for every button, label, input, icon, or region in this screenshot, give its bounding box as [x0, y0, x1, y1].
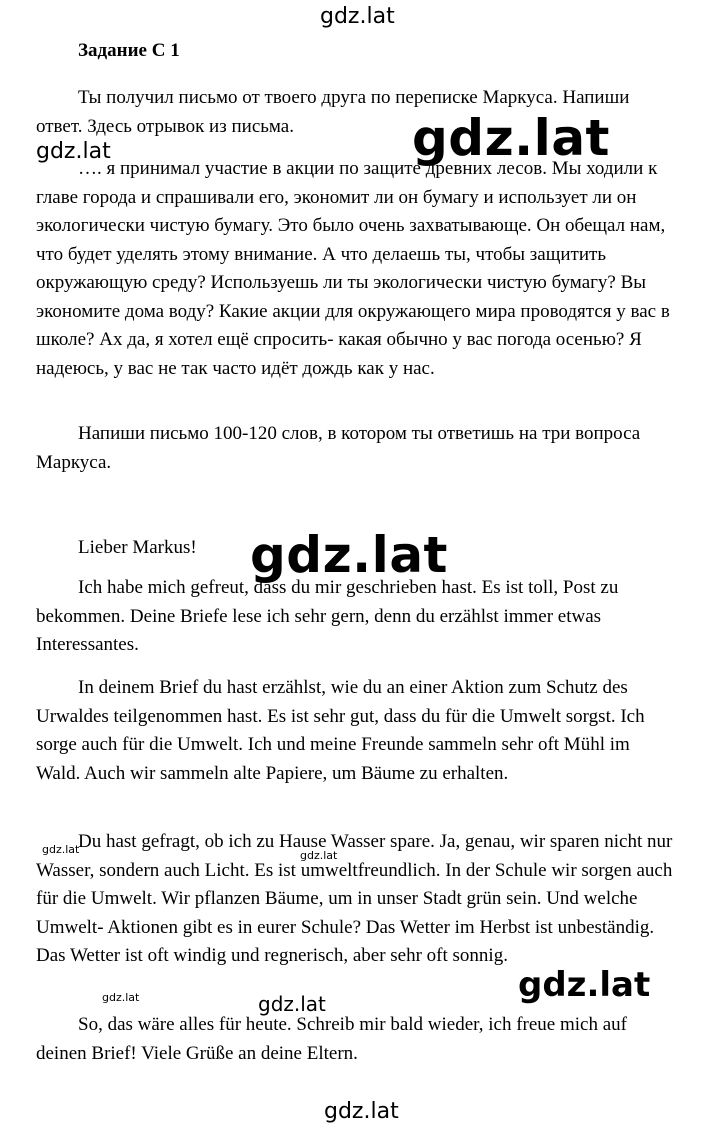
letter-excerpt: …. я принимал участие в акции по защите древних лесов. Мы ходили к главе города и спрашивали его, экономит ли он бумагу и использует ли он экологически чистую бумагу. Это было очень захватывающе. Он обещал нам, что будет уделять этому внимание. А что делаешь ты, чтобы защитить окружающую среду? Используешь ли ты экологически чистую бумагу? Вы экономите дома воду? Какие акции для окружающего мира проводятся у вас в школе? Ах да, я хотел ещё спросить- какая обычно у вас погода осенью? Я надеюсь, у вас не так часто идёт дождь как у нас.	[36, 158, 670, 379]
letter-paragraph-1: Ich habe mich gefreut, dass du mir geschrieben hast. Es ist toll, Post zu bekommen. Deine Briefe lese ich sehr gern, denn du erzählst immer etwas Interessantes.	[36, 577, 619, 655]
watermark-small-3: gdz.lat	[102, 991, 140, 1004]
letter-paragraph-3: Du hast gefragt, ob ich zu Hause Wasser spare. Ja, genau, wir sparen nicht nur Wasser, sondern auch Licht. Es ist umweltfreundlich. In der Schule wir sorgen auch für die Umwelt. Wir pflanzen Bäume, um in unser Stadt grün sein. Und welche Umwelt- Aktionen gibt es in eurer Schule? Das Wetter im Herbst ist unbeständig. Das Wetter ist oft windig und regnerisch, aber sehr oft sonnig.	[36, 831, 673, 966]
watermark-bottom: gdz.lat	[324, 1099, 399, 1124]
task-intro: Ты получил письмо от твоего друга по переписке Маркуса. Напиши ответ. Здесь отрывок из письма.	[36, 87, 630, 137]
letter-paragraph-4: So, das wäre alles für heute. Schreib mir bald wieder, ich freue mich auf deinen Brief! Viele Grüße an deine Eltern.	[36, 1014, 627, 1064]
watermark-big-1: gdz.lat	[412, 109, 610, 167]
letter-greeting: Lieber Markus!	[78, 537, 197, 558]
watermark-small-2: gdz.lat	[300, 849, 338, 862]
letter-paragraph-2: In deinem Brief du hast erzählst, wie du an einer Aktion zum Schutz des Urwaldes teilgenommen hast. Es ist sehr gut, dass du für die Umwelt sorgst. Ich sorge auch für die Umwelt. Ich und meine Freunde sammeln sehr oft Mühl im Wald. Auch wir sammeln alte Papiere, um Bäume zu erhalten.	[36, 677, 645, 784]
watermark-top: gdz.lat	[320, 4, 395, 29]
watermark-big-2: gdz.lat	[250, 526, 448, 584]
task-instruction: Напиши письмо 100-120 слов, в котором ты ответишь на три вопроса Маркуса.	[36, 423, 641, 473]
watermark-small-1: gdz.lat	[42, 843, 80, 856]
task-title: Задание С 1	[78, 40, 180, 61]
watermark-left-1: gdz.lat	[36, 139, 111, 164]
watermark-mid-3: gdz.lat	[258, 992, 326, 1016]
watermark-big-3: gdz.lat	[518, 965, 651, 1005]
